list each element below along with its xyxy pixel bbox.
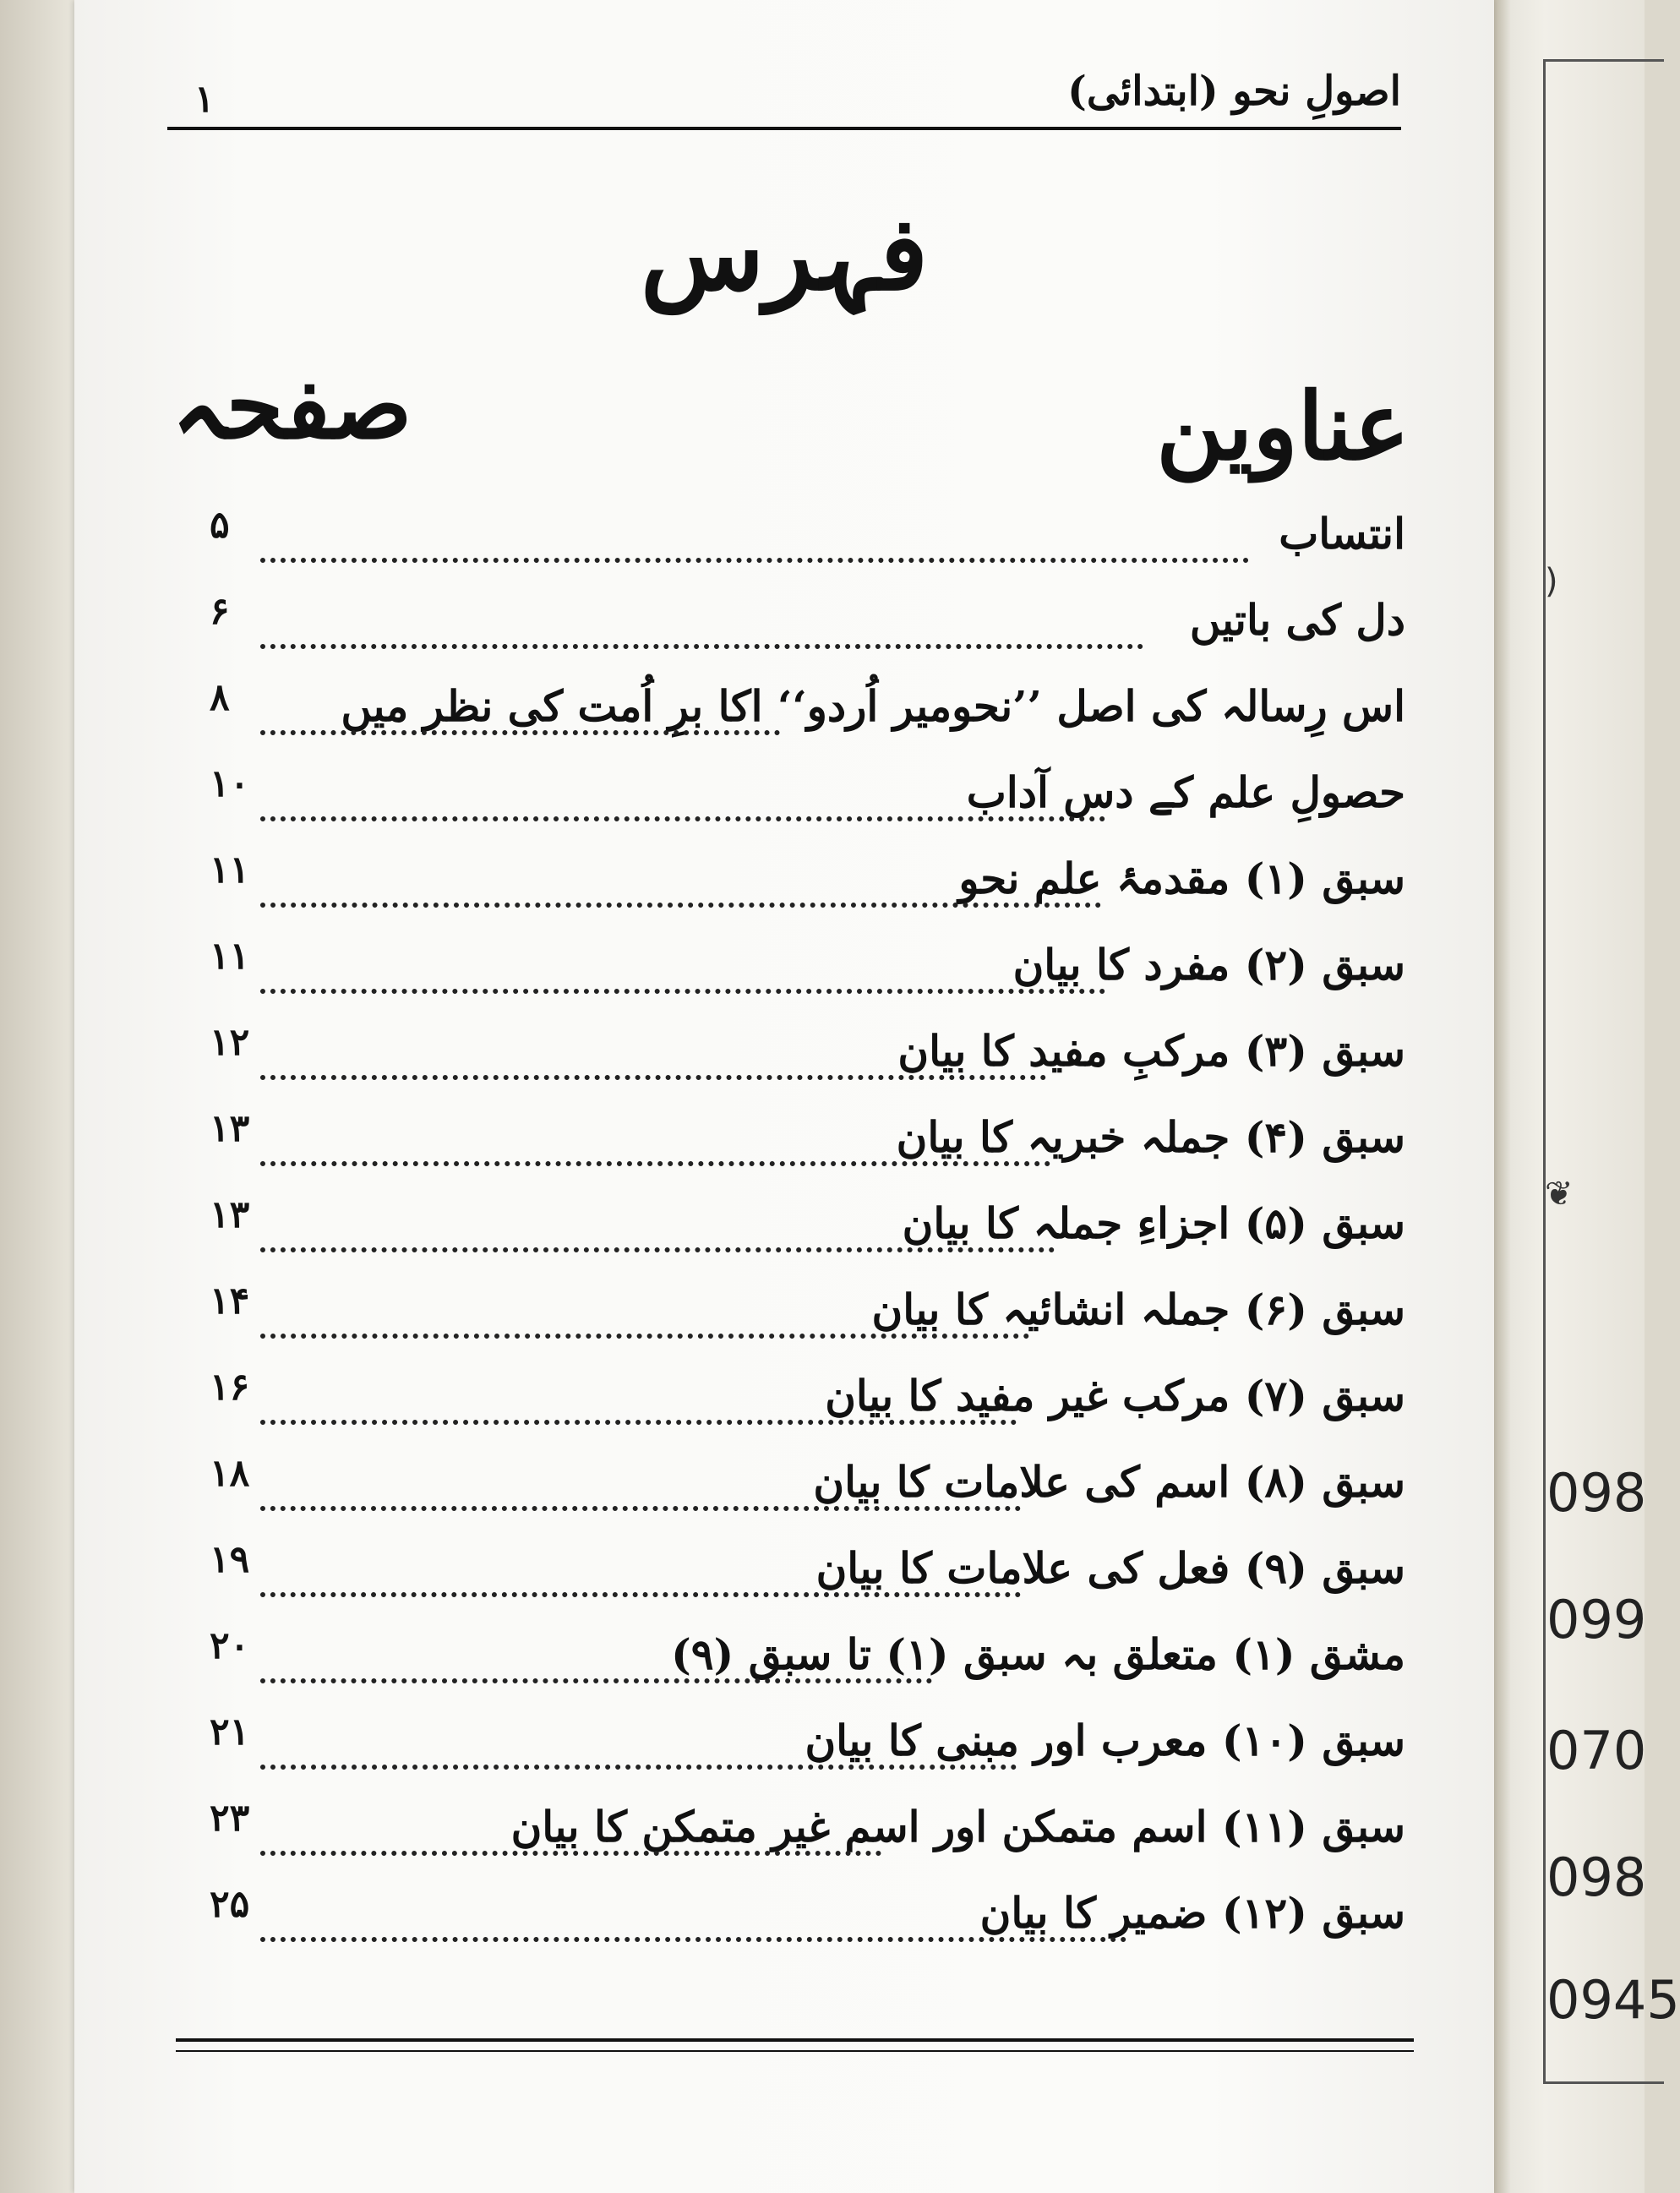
toc-entry-title: سبق (۸) اسم کی علامات کا بیان xyxy=(813,1457,1405,1507)
toc-leader-dots xyxy=(260,989,1105,994)
toc-entry-title: سبق (۶) جملہ انشائیہ کا بیان xyxy=(871,1285,1405,1334)
adjacent-page-bracket: ) xyxy=(1545,562,1558,601)
toc-entry-page: ۲۱ xyxy=(210,1710,250,1754)
toc-leader-dots xyxy=(260,1506,1021,1511)
toc-entry xyxy=(167,762,1405,843)
toc-entry-page: ۱۲ xyxy=(210,1021,250,1064)
toc-leader-dots xyxy=(260,1247,1055,1252)
toc-entry-page: ۵ xyxy=(210,504,230,547)
adjacent-number: 070 xyxy=(1546,1720,1647,1781)
toc-entry xyxy=(167,590,1405,671)
toc-entry-page: ۲۵ xyxy=(210,1883,250,1926)
toc-entry-title: دل کی باتیں xyxy=(1189,595,1405,645)
toc-entry-page: ۸ xyxy=(210,676,230,719)
toc-leader-dots xyxy=(260,1937,1126,1942)
toc-entry-title: سبق (۵) اجزاءِ جملہ کا بیان xyxy=(902,1198,1405,1248)
toc-entry xyxy=(167,848,1405,930)
toc-leader-dots xyxy=(260,1678,932,1683)
toc-entry-title: اس رِسالہ کی اصل ’’نحومیر اُردو‘‘ اکا برِ اُمت کی نظر میں xyxy=(341,681,1405,731)
toc-leader-dots xyxy=(260,1765,1017,1770)
toc-entry xyxy=(167,1538,1405,1619)
toc-leader-dots xyxy=(260,558,1249,563)
adjacent-page xyxy=(1494,0,1680,2193)
header-rule xyxy=(167,127,1401,130)
toc-entry xyxy=(167,935,1405,1016)
toc-entry-page: ۱۱ xyxy=(210,935,250,978)
adjacent-number: 098 xyxy=(1546,1847,1647,1908)
toc-entry xyxy=(167,1883,1405,1964)
toc-entry xyxy=(167,1710,1405,1792)
adjacent-number: 0945 xyxy=(1546,1969,1680,2031)
toc-entry-title: انتساب xyxy=(1279,509,1405,559)
toc-entry-title: حصولِ علم کے دس آداب xyxy=(966,767,1405,817)
toc-leader-dots xyxy=(260,1851,881,1856)
page-number: ۱ xyxy=(194,78,215,121)
toc-entry xyxy=(167,1452,1405,1533)
toc-entry-title: سبق (۱۲) ضمیر کا بیان xyxy=(979,1888,1405,1938)
running-title: اصولِ نحو (ابتدائی) xyxy=(1067,68,1401,115)
toc-entry xyxy=(167,1797,1405,1878)
footer-rule-thin xyxy=(176,2050,1414,2052)
toc-entry xyxy=(167,1279,1405,1361)
toc-entry-title: سبق (۹) فعل کی علامات کا بیان xyxy=(815,1543,1405,1593)
toc-entry xyxy=(167,504,1405,585)
toc-leader-dots xyxy=(260,730,780,735)
toc-entry-page: ۲۳ xyxy=(210,1797,250,1840)
toc-entry-title: سبق (۲) مفرد کا بیان xyxy=(1012,940,1405,990)
toc-entry-page: ۱۳ xyxy=(210,1107,250,1150)
toc-entry xyxy=(167,1366,1405,1447)
toc-leader-dots xyxy=(260,1075,1046,1080)
toc-entry xyxy=(167,1107,1405,1188)
toc-entry-title: سبق (۷) مرکب غیر مفید کا بیان xyxy=(825,1371,1405,1421)
toc-leader-dots xyxy=(260,1161,1050,1166)
toc-entry-title: مشق (۱) متعلق بہ سبق (۱) تا سبق (۹) xyxy=(671,1629,1405,1679)
toc-entry-title: سبق (۱) مقدمۂ علم نحو xyxy=(958,854,1405,903)
toc-entry-page: ۱۸ xyxy=(210,1452,250,1495)
page-heading: فہرس xyxy=(640,194,929,314)
left-background xyxy=(0,0,76,2193)
pages-column-label: صفحہ xyxy=(172,351,412,460)
toc-entry-page: ۱۳ xyxy=(210,1193,250,1236)
toc-entry-title: سبق (۳) مرکبِ مفید کا بیان xyxy=(897,1026,1405,1076)
toc-leader-dots xyxy=(260,1420,1017,1425)
toc-entry xyxy=(167,1624,1405,1705)
toc-entry xyxy=(167,676,1405,757)
adjacent-page-ornament: ❦ xyxy=(1545,1175,1574,1214)
toc-entry-title: سبق (۱۱) اسم متمکن اور اسم غیر متمکن کا بیان xyxy=(510,1802,1405,1852)
footer-rule xyxy=(176,2038,1414,2042)
toc-leader-dots xyxy=(260,816,1105,821)
toc-entry-page: ۱۴ xyxy=(210,1279,250,1323)
toc-entry-page: ۶ xyxy=(210,590,230,633)
toc-leader-dots xyxy=(260,1334,1029,1339)
toc-leader-dots xyxy=(260,903,1101,908)
toc-entry-page: ۱۹ xyxy=(210,1538,250,1581)
adjacent-number: 099 xyxy=(1546,1589,1647,1650)
toc-entry-title: سبق (۴) جملہ خبریہ کا بیان xyxy=(896,1112,1405,1162)
adjacent-number: 098 xyxy=(1546,1462,1647,1524)
toc-entry-page: ۱۱ xyxy=(210,848,250,892)
toc-entry xyxy=(167,1193,1405,1274)
titles-column-label: عناوین xyxy=(1156,372,1410,481)
toc-entry-page: ۱۶ xyxy=(210,1366,250,1409)
book-page xyxy=(74,0,1494,2193)
toc-leader-dots xyxy=(260,1592,1021,1597)
toc-entry xyxy=(167,1021,1405,1102)
toc-entry-page: ۲۰ xyxy=(210,1624,250,1667)
toc-entry-title: سبق (۱۰) معرب اور مبنی کا بیان xyxy=(805,1716,1405,1765)
toc-entry-page: ۱۰ xyxy=(210,762,250,805)
toc-leader-dots xyxy=(260,644,1143,649)
